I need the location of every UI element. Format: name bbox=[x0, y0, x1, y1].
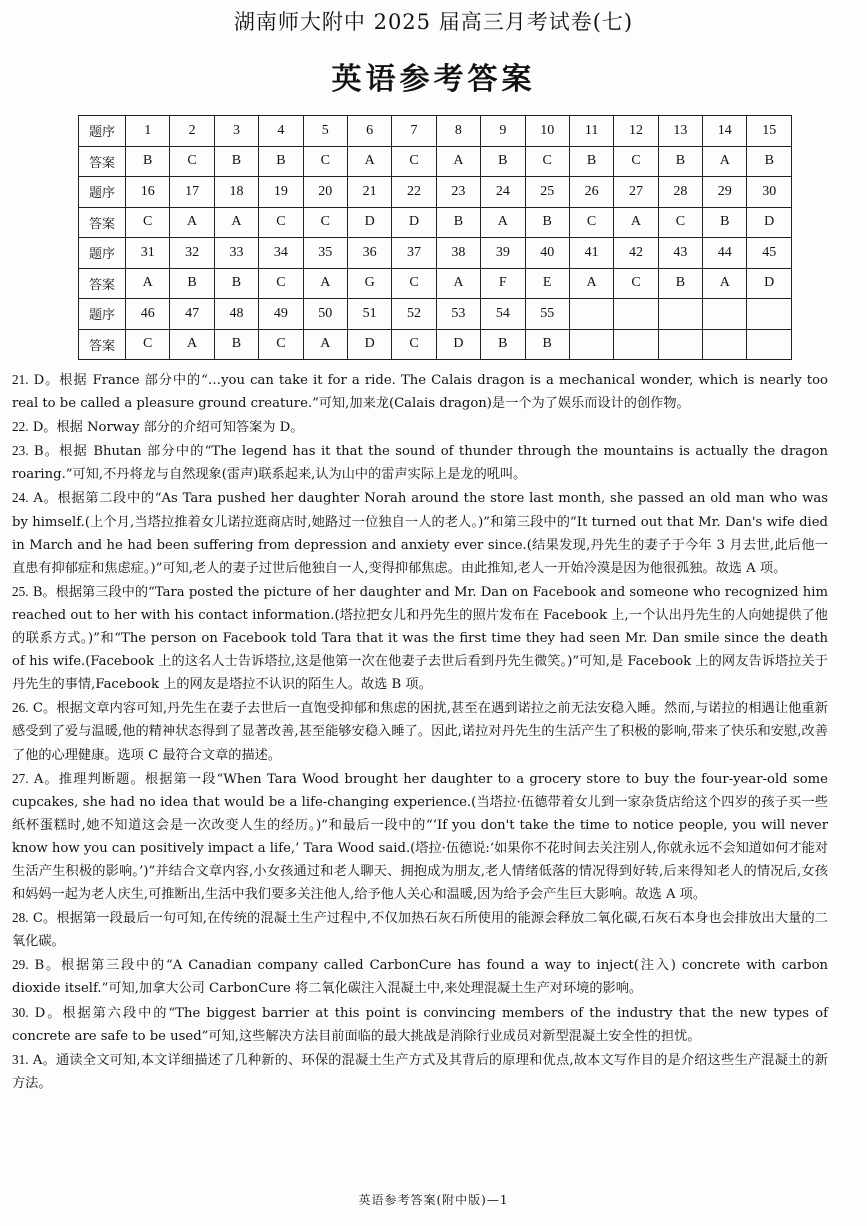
question-number-cell: 26 bbox=[569, 177, 613, 208]
question-number-cell: 4 bbox=[259, 116, 303, 147]
answer-label: 答案 bbox=[79, 268, 126, 299]
question-number-cell: 33 bbox=[214, 238, 258, 269]
explanation-text: C。根据文章内容可知,丹先生在妻子去世后一直饱受抑郁和焦虑的困扰,甚至在遇到诺拉之前无法安稳入睡。然而,与诺拉的相遇让他重新感受到了爱与温暖,他的精神状态得到了显著改善,甚至能够安稳入睡了。因此,诺拉对丹先生的生活产生了积极的影响,带来了快乐和安慰,改善了他的心理健康。选项 C 最符合文章的描述。 bbox=[12, 701, 828, 763]
question-number-cell: 10 bbox=[525, 116, 569, 147]
answer-cell: C bbox=[303, 146, 347, 177]
answer-cell: D bbox=[347, 207, 391, 238]
answer-cell: A bbox=[614, 207, 658, 238]
question-number-cell: 32 bbox=[170, 238, 214, 269]
answer-cell: A bbox=[481, 207, 525, 238]
answer-cell: A bbox=[214, 207, 258, 238]
question-number-cell: 1 bbox=[126, 116, 170, 147]
question-number-cell: 37 bbox=[392, 238, 436, 269]
explanation-item bbox=[12, 767, 828, 907]
explanation-text: D。根据 France 部分中的“…you can take it for a ride. The Calais dragon is a mechanical wonder, which is nearly too real to be called a pleasure ground creature.”可知,加来龙(Calais dragon)是一个为了娱乐而设计的创作物。 bbox=[12, 373, 828, 412]
question-number-cell: 22 bbox=[392, 177, 436, 208]
explanation-item bbox=[12, 696, 828, 766]
question-number-cell: 20 bbox=[303, 177, 347, 208]
question-number-cell: 8 bbox=[436, 116, 480, 147]
explanation-number: 21. bbox=[12, 372, 29, 387]
answer-cell: B bbox=[525, 207, 569, 238]
question-number-cell: 27 bbox=[614, 177, 658, 208]
question-number-cell: 31 bbox=[126, 238, 170, 269]
answer-row bbox=[79, 146, 792, 177]
answer-cell bbox=[703, 329, 747, 360]
explanation-number: 29. bbox=[12, 957, 29, 973]
answer-cell: B bbox=[525, 329, 569, 360]
question-number-cell bbox=[614, 299, 658, 330]
explanation-item bbox=[12, 1048, 828, 1095]
question-number-cell: 45 bbox=[747, 238, 792, 269]
explanation-text: B。根据 Bhutan 部分中的“The legend has it that the sound of thunder through the mountains is actually the dragon roaring.”可知,不丹将龙与自然现象(雷声)联系起来,认为山中的雷声实际上是龙的吼叫。 bbox=[12, 444, 828, 483]
answer-cell: C bbox=[259, 268, 303, 299]
question-number-row bbox=[79, 299, 792, 330]
question-number-cell bbox=[703, 299, 747, 330]
question-number-cell: 11 bbox=[569, 116, 613, 147]
answer-label: 答案 bbox=[79, 207, 126, 238]
answer-cell: B bbox=[658, 268, 702, 299]
answer-cell: C bbox=[614, 268, 658, 299]
question-number-cell: 40 bbox=[525, 238, 569, 269]
question-number-cell: 29 bbox=[703, 177, 747, 208]
explanations-section bbox=[12, 368, 828, 1095]
question-number-cell: 43 bbox=[658, 238, 702, 269]
question-number-cell: 21 bbox=[347, 177, 391, 208]
answer-cell: B bbox=[214, 268, 258, 299]
answer-cell: B bbox=[126, 146, 170, 177]
question-number-cell: 39 bbox=[481, 238, 525, 269]
answer-cell: A bbox=[703, 146, 747, 177]
question-number-cell: 49 bbox=[259, 299, 303, 330]
question-number-label: 题序 bbox=[79, 238, 126, 269]
answer-cell: A bbox=[569, 268, 613, 299]
answer-cell: C bbox=[126, 329, 170, 360]
answer-cell: B bbox=[214, 329, 258, 360]
question-number-cell: 18 bbox=[214, 177, 258, 208]
answer-cell: D bbox=[747, 268, 792, 299]
answer-cell: C bbox=[259, 329, 303, 360]
answer-row bbox=[79, 329, 792, 360]
explanation-text: B。根据第三段中的“A Canadian company called CarbonCure has found a way to inject(注入) concrete with carbon dioxide itself.”可知,加拿大公司 CarbonCure 将二氧化碳注入混凝土中,来处理混凝土生产对环境的影响。 bbox=[12, 958, 828, 997]
answer-cell bbox=[569, 329, 613, 360]
question-number-cell: 36 bbox=[347, 238, 391, 269]
explanation-number: 23. bbox=[12, 443, 29, 459]
exam-header-title: 湖南师大附中 2025 届高三月考试卷(七) bbox=[233, 10, 634, 34]
answer-cell: C bbox=[658, 207, 702, 238]
answer-cell bbox=[747, 329, 792, 360]
answer-cell: D bbox=[392, 207, 436, 238]
answer-cell: A bbox=[303, 268, 347, 299]
explanation-text: D。根据第六段中的“The biggest barrier at this point is convincing members of the industry that the new types of concrete are safe to be used”可知,这些解决方法目前面临的最大挑战是消除行业成员对新型混凝土安全性的担忧。 bbox=[12, 1005, 828, 1044]
answer-cell bbox=[658, 329, 702, 360]
page-footer: 英语参考答案(附中版)—1 bbox=[358, 1193, 509, 1207]
answer-cell: B bbox=[214, 146, 258, 177]
answer-cell: B bbox=[481, 329, 525, 360]
answer-cell: A bbox=[170, 329, 214, 360]
explanation-number: 28. bbox=[12, 910, 29, 926]
explanation-text: D。根据 Norway 部分的介绍可知答案为 D。 bbox=[32, 420, 304, 436]
answer-label: 答案 bbox=[79, 329, 126, 360]
explanation-number: 24. bbox=[12, 490, 29, 506]
explanation-item bbox=[12, 415, 828, 439]
explanation-number: 22. bbox=[12, 419, 29, 435]
answer-cell: B bbox=[569, 146, 613, 177]
question-number-cell: 30 bbox=[747, 177, 792, 208]
question-number-cell: 28 bbox=[658, 177, 702, 208]
answer-row bbox=[79, 207, 792, 238]
question-number-cell: 15 bbox=[747, 116, 792, 147]
answer-cell: D bbox=[347, 329, 391, 360]
question-number-cell: 51 bbox=[347, 299, 391, 330]
question-number-cell: 9 bbox=[481, 116, 525, 147]
question-number-cell bbox=[658, 299, 702, 330]
answer-cell: C bbox=[303, 207, 347, 238]
question-number-cell: 19 bbox=[259, 177, 303, 208]
question-number-cell: 41 bbox=[569, 238, 613, 269]
question-number-cell: 52 bbox=[392, 299, 436, 330]
document-title: 英语参考答案 bbox=[331, 62, 536, 97]
answer-cell: A bbox=[170, 207, 214, 238]
question-number-cell: 55 bbox=[525, 299, 569, 330]
answer-cell: B bbox=[259, 146, 303, 177]
question-number-cell: 54 bbox=[481, 299, 525, 330]
explanation-text: A。通读全文可知,本文详细描述了几种新的、环保的混凝土生产方式及其背后的原理和优点,故本文写作目的是介绍这些生产混凝土的新方法。 bbox=[12, 1052, 828, 1091]
explanation-item bbox=[12, 906, 828, 953]
question-number-row bbox=[79, 116, 792, 147]
question-number-cell: 47 bbox=[170, 299, 214, 330]
question-number-cell bbox=[747, 299, 792, 330]
explanation-text: B。根据第三段中的“Tara posted the picture of her daughter and Mr. Dan on Facebook and someone who recognized him reached out to her with his contact information.(塔拉把女儿和丹先生的照片发布在 Facebook 上,一个认出丹先生的人向她提供了他的联系方式。)”和“The person on Facebook told Tara that it was the first time they had seen Mr. Dan smile since the death of his wife.(Facebook 上的这名人士告诉塔拉,这是他第一次在他妻子去世后看到丹先生微笑。)”可知,是 Facebook 上的网友告诉塔拉关于丹先生的事情,Facebook 上的网友是塔拉不认识的陌生人。故选 B 项。 bbox=[12, 584, 828, 693]
question-number-cell: 24 bbox=[481, 177, 525, 208]
question-number-cell: 50 bbox=[303, 299, 347, 330]
answer-cell bbox=[614, 329, 658, 360]
answer-cell: C bbox=[259, 207, 303, 238]
answer-table bbox=[78, 115, 792, 360]
question-number-cell: 3 bbox=[214, 116, 258, 147]
answer-cell: D bbox=[436, 329, 480, 360]
question-number-row bbox=[79, 238, 792, 269]
answer-cell: B bbox=[170, 268, 214, 299]
answer-cell: E bbox=[525, 268, 569, 299]
question-number-label: 题序 bbox=[79, 299, 126, 330]
explanation-item bbox=[12, 953, 828, 1000]
question-number-row bbox=[79, 177, 792, 208]
answer-row bbox=[79, 268, 792, 299]
answer-cell: B bbox=[747, 146, 792, 177]
explanation-item bbox=[12, 368, 828, 415]
question-number-cell: 16 bbox=[126, 177, 170, 208]
explanation-item bbox=[12, 439, 828, 486]
explanation-number: 30. bbox=[12, 1004, 29, 1020]
explanation-text: A。推理判断题。根据第一段“When Tara Wood brought her daughter to a grocery store to buy the four-year-old some cupcakes, she had no idea that would be a life-changing experience.(当塔拉·伍德带着女儿到一家杂货店给这个四岁的孩子买一些纸杯蛋糕时,她不知道这会是一次改变人生的经历。)”和最后一段中的“‘If you don't take the time to notice people, you will never know how you can positively impact a life,’ Tara Wood said.(塔拉·伍德说:‘如果你不花时间去关注别人,你就永远不会知道如何才能对生活产生积极的影响。’)”并结合文章内容,小女孩通过和老人聊天、拥抱成为朋友,老人情绪低落的情况得到好转,后来得知老人的情况后,女孩和妈妈一起为老人庆生,可推断出,生活中我们要多关注他人,给予他人关心和温暖,因为给予会产生巨大影响。故选 A 项。 bbox=[12, 771, 828, 903]
question-number-cell: 23 bbox=[436, 177, 480, 208]
question-number-cell: 6 bbox=[347, 116, 391, 147]
question-number-cell: 34 bbox=[259, 238, 303, 269]
explanation-number: 26. bbox=[12, 700, 29, 716]
question-number-cell: 7 bbox=[392, 116, 436, 147]
answer-cell: C bbox=[569, 207, 613, 238]
explanation-item bbox=[12, 486, 828, 579]
question-number-cell: 44 bbox=[703, 238, 747, 269]
answer-cell: A bbox=[126, 268, 170, 299]
question-number-cell: 35 bbox=[303, 238, 347, 269]
question-number-cell: 5 bbox=[303, 116, 347, 147]
answer-cell: F bbox=[481, 268, 525, 299]
question-number-cell: 14 bbox=[703, 116, 747, 147]
answer-cell: B bbox=[658, 146, 702, 177]
answer-cell: C bbox=[525, 146, 569, 177]
answer-cell: C bbox=[392, 146, 436, 177]
answer-cell: C bbox=[392, 329, 436, 360]
answer-cell: G bbox=[347, 268, 391, 299]
answer-cell: B bbox=[436, 207, 480, 238]
answer-cell: D bbox=[747, 207, 792, 238]
answer-cell: A bbox=[703, 268, 747, 299]
explanation-number: 25. bbox=[12, 583, 29, 599]
answer-cell: C bbox=[170, 146, 214, 177]
answer-cell: C bbox=[126, 207, 170, 238]
answer-cell: A bbox=[436, 146, 480, 177]
explanation-item bbox=[12, 1001, 828, 1048]
question-number-cell: 46 bbox=[126, 299, 170, 330]
question-number-cell: 42 bbox=[614, 238, 658, 269]
question-number-cell: 13 bbox=[658, 116, 702, 147]
answer-cell: C bbox=[392, 268, 436, 299]
explanation-item bbox=[12, 580, 828, 696]
answer-cell: B bbox=[703, 207, 747, 238]
question-number-cell: 53 bbox=[436, 299, 480, 330]
answer-cell: A bbox=[347, 146, 391, 177]
explanation-number: 31. bbox=[12, 1051, 29, 1067]
question-number-label: 题序 bbox=[79, 177, 126, 208]
question-number-cell: 17 bbox=[170, 177, 214, 208]
answer-cell: A bbox=[303, 329, 347, 360]
question-number-label: 题序 bbox=[79, 116, 126, 147]
question-number-cell bbox=[569, 299, 613, 330]
explanation-text: A。根据第二段中的“As Tara pushed her daughter Norah around the store last month, she passed an old man who was by himself.(上个月,当塔拉推着女儿诺拉逛商店时,她路过一位独自一人的老人。)”和第三段中的“It turned out that Mr. Dan's wife died in March and he had been suffering from depression and anxiety ever since.(结果发现,丹先生的妻子于今年 3 月去世,此后他一直患有抑郁症和焦虑症。)”可知,老人的妻子过世后他独自一人,变得抑郁焦虑。由此推知,老人一开始冷漠是因为他很孤独。故选 A 项。 bbox=[12, 491, 828, 576]
question-number-cell: 25 bbox=[525, 177, 569, 208]
answer-cell: B bbox=[481, 146, 525, 177]
question-number-cell: 38 bbox=[436, 238, 480, 269]
answer-label: 答案 bbox=[79, 146, 126, 177]
explanation-number: 27. bbox=[12, 770, 29, 786]
question-number-cell: 48 bbox=[214, 299, 258, 330]
answer-cell: A bbox=[436, 268, 480, 299]
question-number-cell: 12 bbox=[614, 116, 658, 147]
explanation-text: C。根据第一段最后一句可知,在传统的混凝土生产过程中,不仅加热石灰石所使用的能源会释放二氧化碳,石灰石本身也会排放出大量的二氧化碳。 bbox=[12, 911, 828, 950]
question-number-cell: 2 bbox=[170, 116, 214, 147]
answer-cell: C bbox=[614, 146, 658, 177]
